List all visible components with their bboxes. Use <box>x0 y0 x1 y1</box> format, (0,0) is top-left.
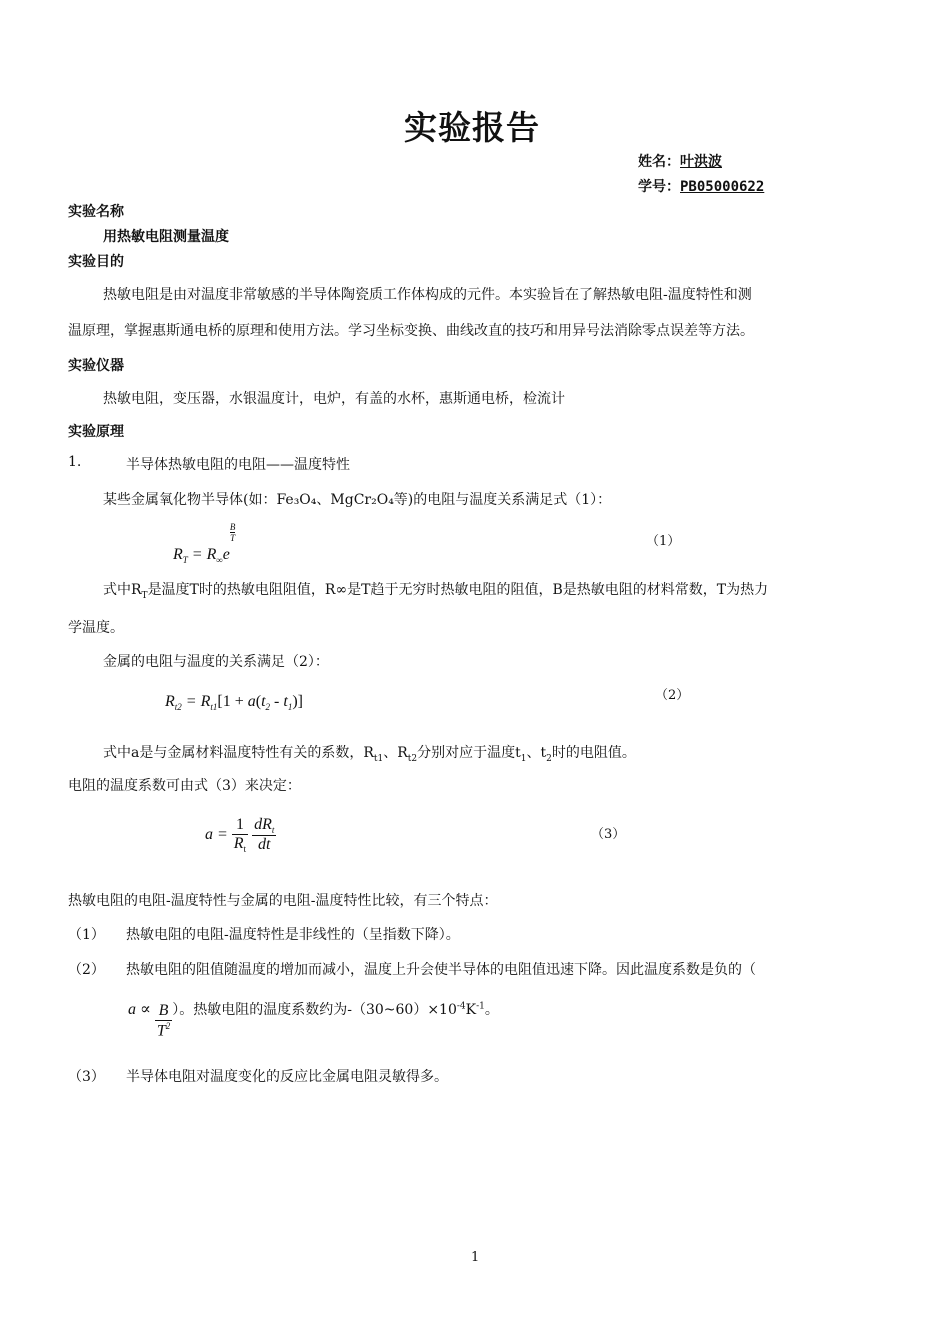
feature-3-text: 半导体电阻对温度变化的反应比金属电阻灵敏得多。 <box>126 1069 448 1085</box>
equation-2-number: （2） <box>655 688 690 703</box>
equation-1-description-line-1: 式中$R_T$是温度T时的热敏电阻阻值，R∞是T趋于无穷时热敏电阻的阻值，B是热敏电阻的材料常数，T为热力 <box>103 582 769 601</box>
student-id-line <box>638 176 764 196</box>
equation-2: $R_{t2} = R_{t1}[1 + a(t_2 - t_1)]$ <box>165 693 303 713</box>
feature-2-continuation: a ∝ $\frac{B}{T^2}$ ）。热敏电阻的温度系数约为$-(30\sim 60)\times 10^{-4}K^{-1}$。 <box>128 1000 499 1040</box>
comparison-intro: 热敏电阻的电阻-温度特性与金属的电阻-温度特性比较，有三个特点： <box>68 893 498 909</box>
equation-3-number: （3） <box>591 827 626 842</box>
item-1-title: 半导体热敏电阻的电阻——温度特性 <box>126 457 350 473</box>
heading-purpose: 实验目的 <box>68 254 124 270</box>
feature-1-number: （1） <box>68 927 105 943</box>
item-1-number: 1. <box>68 454 82 470</box>
page-title: 实验报告 <box>404 108 540 147</box>
feature-3-number: （3） <box>68 1069 105 1085</box>
semiconductor-intro: 某些金属氧化物半导体(如：Fe₃O₄、MgCr₂O₄等)的电阻与温度关系满足式（1）： <box>103 492 612 508</box>
heading-experiment-name: 实验名称 <box>68 204 124 220</box>
id-label: 学号： <box>638 179 680 195</box>
page-number: 1 <box>471 1250 480 1265</box>
experiment-name: 用热敏电阻测量温度 <box>103 229 229 245</box>
heading-principle: 实验原理 <box>68 424 124 440</box>
name-label: 姓名： <box>638 154 680 170</box>
instruments-text: 热敏电阻，变压器，水银温度计，电炉，有盖的水杯，惠斯通电桥，检流计 <box>103 391 565 407</box>
coefficient-intro: 电阻的温度系数可由式（3）来决定： <box>68 778 301 794</box>
equation-1-number: （1） <box>646 534 681 549</box>
purpose-line-1: 热敏电阻是由对温度非常敏感的半导体陶瓷质工作体构成的元件。本实验旨在了解热敏电阻-温度特性和测 <box>103 287 752 303</box>
author-name: 叶洪波 <box>680 154 722 170</box>
metal-intro: 金属的电阻与温度的关系满足（2）： <box>103 654 329 670</box>
feature-1-text: 热敏电阻的电阻-温度特性是非线性的（呈指数下降）。 <box>126 927 460 943</box>
feature-2-text: 热敏电阻的阻值随温度的增加而减小，温度上升会使半导体的电阻值迅速下降。因此温度系数是负的（ <box>126 962 756 978</box>
equation-1-description-line-2: 学温度。 <box>68 620 124 636</box>
equation-3: a = $\frac{1}{R_t}$ $\frac{dR_t}{dt}$ <box>205 816 275 855</box>
purpose-line-2: 温原理，掌握惠斯通电桥的原理和使用方法。学习坐标变换、曲线改直的技巧和用异号法消除零点误差等方法。 <box>68 323 754 339</box>
equation-2-description: 式中a是与金属材料温度特性有关的系数，$R_{t1}$、$R_{t2}$分别对应于温度$t_1$、$t_2$时的电阻值。 <box>103 745 636 764</box>
equation-1: $R_T = R_\infty e$ $\frac{B}{T}$ <box>173 522 236 566</box>
author-name-line <box>638 151 722 171</box>
feature-2-number: （2） <box>68 962 105 978</box>
heading-instruments: 实验仪器 <box>68 358 124 374</box>
student-id: PB05000622 <box>680 179 765 195</box>
